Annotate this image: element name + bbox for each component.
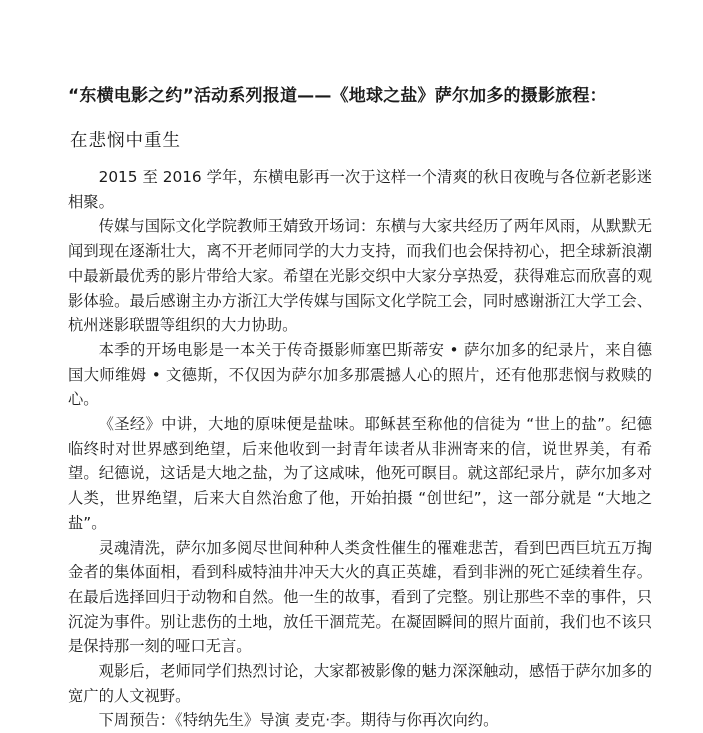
article-title: “东横电影之约”活动系列报道——《地球之盐》萨尔加多的摄影旅程： <box>68 86 607 106</box>
paragraph-discussion: 观影后，老师同学们热烈讨论，大家都被影像的魅力深深触动，感悟于萨尔加多的宽广的人文视野。 <box>68 662 652 705</box>
paragraph-soul-cleansing: 灵魂清洗，萨尔加多阅尽世间种种人类贪性催生的罹难悲苦，看到巴西巨坑五万掏金者的集体面相，看到科威特油井冲天大火的真正英雄，看到非洲的死亡延续着生存。在最后选择回归于动物和自然。他一生的故事，看到了完整。别让那些不幸的事件，只沉淀为事件。别让悲伤的土地，放任干涸荒芜。在凝固瞬间的照片面前，我们也不该只是保持那一刻的哑口无言。 <box>68 538 652 656</box>
article-body <box>68 165 652 733</box>
paragraph-salt-of-earth: 《圣经》中讲，大地的原味便是盐味。耶稣甚至称他的信徒为 “世上的盐”。纪德临终时对世界感到绝望，后来他收到一封青年读者从非洲寄来的信，说世界美，有希望。纪德说，这话是大地之盐，为了这咸味，他死可瞑目。就这部纪录片，萨尔加多对人类，世界绝望，后来大自然治愈了他，开始拍摄 “创世纪”，这一部分就是 “大地之盐”。 <box>68 415 652 532</box>
paragraph-opening-speech: 传媒与国际文化学院教师王婧致开场词：东横与大家共经历了两年风雨，从默默无闻到现在逐渐壮大，离不开老师同学的大力支持，而我们也会保持初心，把全球新浪潮中最新最优秀的影片带给大家。希望在光影交织中大家分享热爱，获得难忘而欣喜的观影体验。最后感谢主办方浙江大学传媒与国际文化学院工会，同时感谢浙江大学工会、杭州迷影联盟等组织的大力协助。 <box>68 217 652 335</box>
paragraph-intro: 2015 至 2016 学年，东横电影再一次于这样一个清爽的秋日夜晚与各位新老影迷相聚。 <box>68 168 652 211</box>
section-heading: 在悲悯中重生 <box>70 131 181 151</box>
paragraph-film-intro: 本季的开场电影是一本关于传奇摄影师塞巴斯蒂安 • 萨尔加多的纪录片，来自德国大师维姆 • 文德斯，不仅因为萨尔加多那震撼人心的照片，还有他那悲悯与救赎的心。 <box>68 340 652 409</box>
paragraph-next-preview: 下周预告：《特纳先生》导演 麦克·李。期待与你再次向约。 <box>98 711 499 730</box>
